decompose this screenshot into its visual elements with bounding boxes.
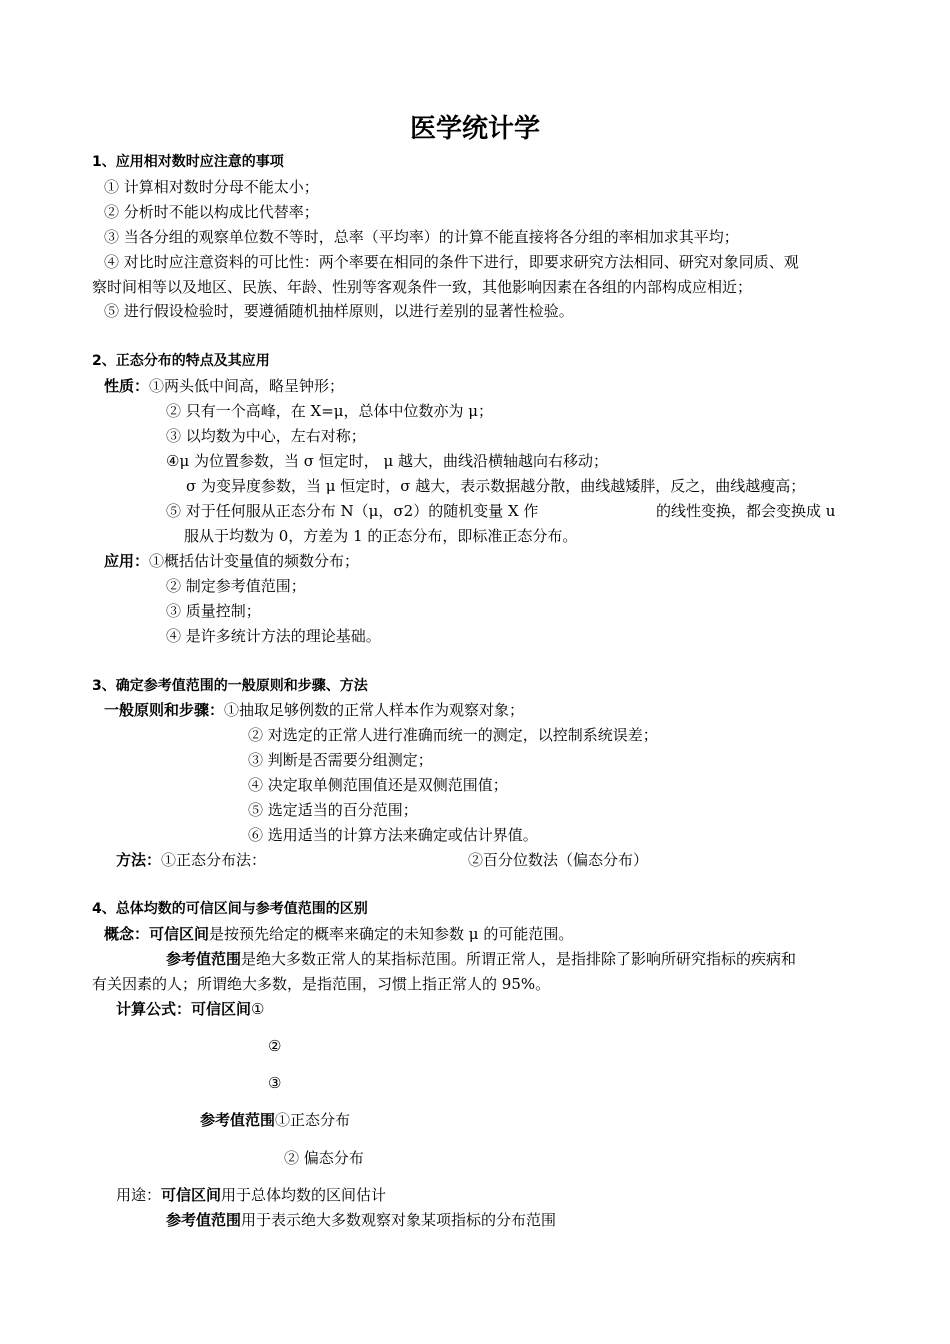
s3-method-row	[116, 850, 266, 870]
use-rr-term: 参考值范围	[166, 1211, 242, 1229]
s3-rule-4: ④ 决定取单侧范围值还是双侧范围值；	[248, 776, 508, 794]
ci-formula-2: ②	[268, 1037, 282, 1055]
s3-rule-5: ⑤ 选定适当的百分范围；	[248, 801, 418, 819]
s1-item-4a: ④ 对比时应注意资料的可比性：两个率要在相同的条件下进行，即要求研究方法相同、研究对象同质、观	[104, 253, 799, 271]
s2-prop-4a: ④μ 为位置参数，当 σ 恒定时， μ 越大，曲线沿横轴越向右移动；	[166, 452, 609, 470]
property-label: 性质：	[104, 377, 150, 395]
rr-formula-label: 参考值范围	[200, 1111, 276, 1129]
s2-app-4: ④ 是许多统计方法的理论基础。	[166, 627, 381, 645]
s2-prop-3: ③ 以均数为中心，左右对称；	[166, 427, 366, 445]
s1-item-1: ① 计算相对数时分母不能太小；	[104, 178, 319, 196]
s1-item-2: ② 分析时不能以构成比代替率；	[104, 203, 319, 221]
s2-prop-5b: 的线性变换，都会变换成 u	[656, 502, 836, 520]
formula-label: 计算公式：可信区间	[116, 1000, 252, 1018]
application-label: 应用：	[104, 552, 150, 570]
s1-item-4b: 察时间相等以及地区、民族、年龄、性别等客观条件一致，其他影响因素在各组的内部构成应相近；	[92, 278, 753, 296]
s4-concept-row	[104, 924, 573, 944]
rr-formula-2: ② 偏态分布	[284, 1149, 364, 1167]
s4-formula-row	[116, 999, 264, 1019]
method-label: 方法：	[116, 851, 162, 869]
s2-app-1: ①概括估计变量值的频数分布；	[149, 552, 360, 570]
ci-formula-3: ③	[268, 1074, 282, 1092]
section-4-heading: 4、总体均数的可信区间与参考值范围的区别	[92, 901, 368, 917]
s3-method-2: ②百分位数法（偏态分布）	[468, 851, 649, 869]
section-2-heading: 2、正态分布的特点及其应用	[92, 353, 270, 369]
s3-rule-1: ①抽取足够例数的正常人样本作为观察对象；	[224, 701, 525, 719]
s1-item-3: ③ 当各分组的观察单位数不等时，总率（平均率）的计算不能直接将各分组的率相加求其平均；	[104, 228, 739, 246]
document-title: 医学统计学	[409, 114, 540, 144]
s2-prop-5a: ⑤ 对于任何服从正态分布 N（μ，σ2）的随机变量 X 作	[166, 502, 539, 520]
s4-rr-formula-row	[200, 1110, 350, 1130]
s2-prop-2: ② 只有一个高峰，在 X=μ，总体中位数亦为 μ；	[166, 402, 494, 420]
s1-item-5: ⑤ 进行假设检验时，要遵循随机抽样原则，以进行差别的显著性检验。	[104, 302, 574, 320]
rr-term: 参考值范围	[166, 950, 242, 968]
s4-use-row	[116, 1185, 386, 1205]
ci-formula-1: ①	[251, 1000, 265, 1018]
s2-application-row	[104, 551, 359, 571]
s4-rr-def-row	[166, 949, 796, 969]
s2-app-3: ③ 质量控制；	[166, 602, 261, 620]
use-label: 用途：	[116, 1186, 162, 1204]
use-rr-definition: 用于表示绝大多数观察对象某项指标的分布范围	[241, 1211, 557, 1229]
rr-definition-a: 是绝大多数正常人的某指标范围。所谓正常人，是指排除了影响所研究指标的疾病和	[241, 950, 797, 968]
s2-property-row	[104, 376, 344, 396]
s3-rule-2: ② 对选定的正常人进行准确而统一的测定，以控制系统误差；	[248, 726, 658, 744]
section-3-heading: 3、确定参考值范围的一般原则和步骤、方法	[92, 678, 368, 694]
s3-rule-3: ③ 判断是否需要分组测定；	[248, 751, 433, 769]
s2-app-2: ② 制定参考值范围；	[166, 577, 306, 595]
s2-prop-1: ①两头低中间高，略呈钟形；	[149, 377, 345, 395]
rr-formula-1: ①正态分布	[275, 1111, 351, 1129]
s2-prop-5c: 服从于均数为 0，方差为 1 的正态分布，即标准正态分布。	[184, 527, 578, 545]
s4-use-rr-row	[166, 1210, 556, 1230]
s2-prop-4b: σ 为变异度参数，当 μ 恒定时，σ 越大，表示数据越分散，曲线越矮胖，反之，曲线越瘦高；	[186, 477, 806, 495]
rule-label: 一般原则和步骤：	[104, 701, 225, 719]
use-ci-definition: 用于总体均数的区间估计	[221, 1186, 387, 1204]
use-ci-term: 可信区间	[161, 1186, 222, 1204]
concept-label: 概念：	[104, 925, 150, 943]
ci-term: 可信区间	[149, 925, 210, 943]
ci-definition: 是按预先给定的概率来确定的未知参数 μ 的可能范围。	[209, 925, 574, 943]
s3-method-1: ①正态分布法：	[161, 851, 267, 869]
rr-definition-b: 有关因素的人；所谓绝大多数，是指范围，习惯上指正常人的 95%。	[92, 975, 551, 993]
section-1-heading: 1、应用相对数时应注意的事项	[92, 154, 284, 170]
s3-rule-6: ⑥ 选用适当的计算方法来确定或估计界值。	[248, 826, 538, 844]
s3-rule-row	[104, 700, 524, 720]
